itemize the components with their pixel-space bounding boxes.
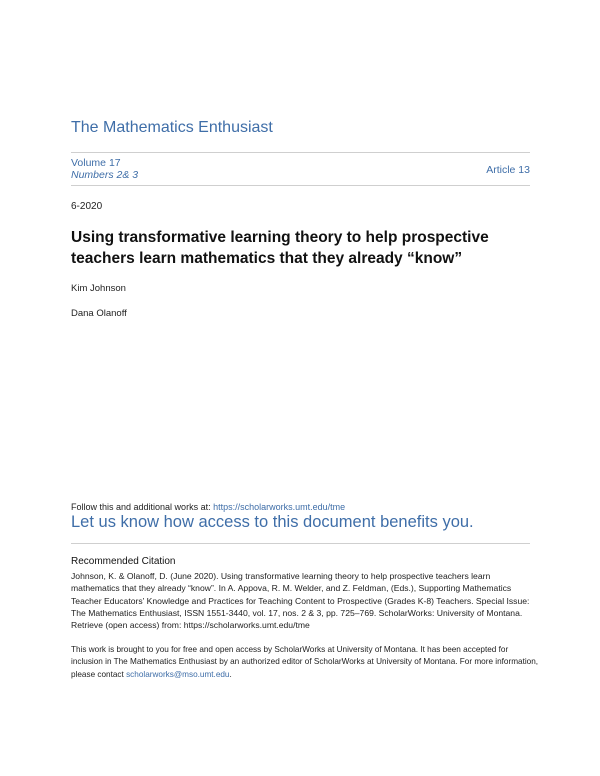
follow-prefix: Follow this and additional works at: [71,502,214,512]
article-number[interactable]: Article 13 [486,164,530,176]
citation-text: Johnson, K. & Olanoff, D. (June 2020). Using transformative learning theory to help prospective teachers learn mathematics that they already “know”. In A. Appova, R. M. Welder, and Z. Feldman, (Eds.), Supporting Mathematics Teacher Educators’ Knowledge and Practices for Teaching Content to Prospective (Grades K-8) Teachers. Special Issue: The Mathematics Enthusiast, ISSN 1551-3440, vol. 17, nos. 2 & 3, pp. 725–769. ScholarWorks: University of Montana. Retrieve (open access) from: https://scholarworks.umt.edu/tme [71,571,530,631]
citation-heading: Recommended Citation [71,556,176,567]
feedback-link[interactable]: Let us know how access to this document benefits you. [71,513,474,531]
citation-divider [71,543,530,544]
author-name: Kim Johnson [71,283,126,294]
credit-text: This work is brought to you for free and open access by ScholarWorks at University of Montana. It has been accepted for inclusion in The Mathematics Enthusiast by an authorized editor of ScholarWorks at University of Montana. For more information, please contact [71,645,539,679]
journal-title-link[interactable]: The Mathematics Enthusiast [71,119,273,136]
credit-suffix: . [229,669,232,679]
volume-label[interactable]: Volume 17 [71,157,121,169]
collection-link[interactable]: https://scholarworks.umt.edu/tme [213,502,346,512]
publication-date: 6-2020 [71,201,103,212]
author-name: Dana Olanoff [71,308,127,319]
volume-block[interactable] [71,157,138,181]
article-title: Using transformative learning theory to help prospective teachers learn mathematics that they already “know” [71,229,489,267]
contact-email-link[interactable]: scholarworks@mso.umt.edu [126,669,230,679]
top-divider [71,152,530,153]
numbers-label[interactable]: Numbers 2& 3 [71,169,139,181]
follow-line [71,502,345,512]
bottom-divider [71,185,530,186]
access-credit [71,644,541,681]
